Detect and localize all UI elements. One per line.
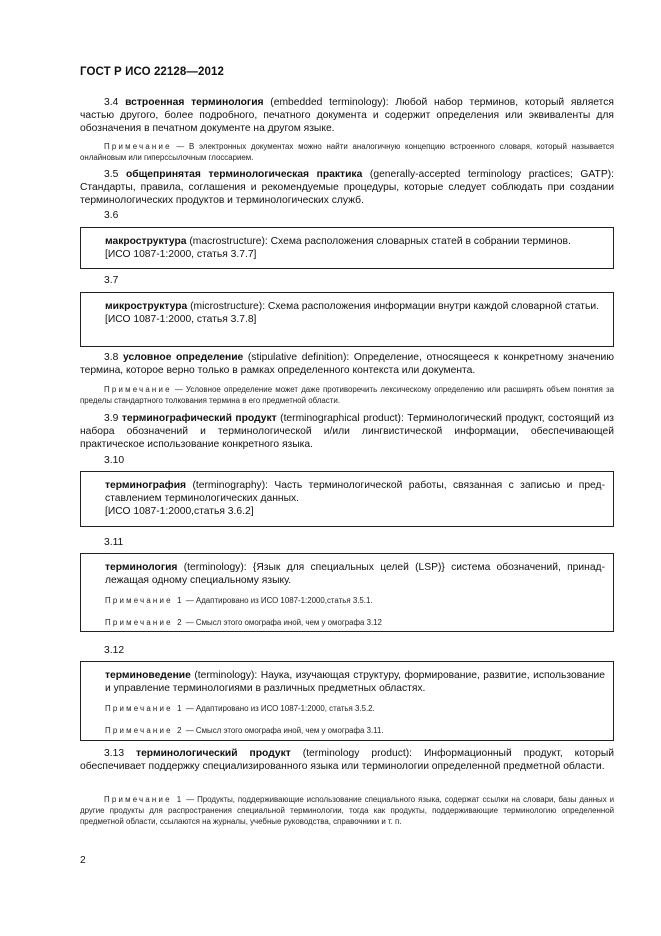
- note-label: Примечание 1: [104, 795, 184, 804]
- entry-term: терминология: [105, 562, 178, 573]
- entry-definition: (generally-accepted terminology practices; GATP): Стандарты, правила, соглашения и рекомендуемые процедуры, которые следует соблюдать при создании терминологических продуктов и терминологических служб.: [80, 169, 614, 206]
- entry-term: условное определение: [122, 352, 244, 363]
- entry-source: [ИСО 1087-1:2000, статья 3.7.8]: [105, 314, 257, 325]
- entry-source: [ИСО 1087-1:2000,статья 3.6.2]: [105, 506, 254, 517]
- note-label: Примечание 2: [105, 726, 184, 735]
- entry-number: 3.13: [104, 748, 125, 759]
- entry-definition: (terminology): {Язык для специальных целей (LSP)} система обозначений, принадлежащая одному специальному языку.: [105, 562, 605, 586]
- entry-number: 3.5: [104, 169, 119, 180]
- note-label: Примечание 1: [105, 596, 184, 605]
- note-text: — Адаптировано из ИСО 1087-1:2000, статья 3.5.2.: [183, 704, 375, 713]
- entry-term: терминографический продукт: [121, 413, 277, 424]
- entry-box-3-12: [80, 661, 614, 741]
- entry-number-3-7: 3.7: [104, 275, 119, 286]
- note-label: Примечание: [104, 142, 172, 151]
- entry-number-3-10: 3.10: [104, 455, 125, 466]
- entry-3-5: [80, 168, 614, 207]
- entry-number: 3.9: [104, 413, 119, 424]
- entry-box-3-7: [80, 292, 614, 347]
- page-number: 2: [80, 855, 86, 866]
- note-label: Примечание 2: [105, 618, 184, 627]
- entry-box-3-10: [80, 471, 614, 527]
- document-header: ГОСТ Р ИСО 22128—2012: [80, 66, 225, 78]
- entry-definition: (terminology product): Информационный продукт, который обеспечивает поддержку специализированного языка или терминологии определенной предметной области.: [80, 748, 614, 772]
- entry-3-13: [80, 747, 614, 773]
- entry-3-8: [80, 351, 614, 377]
- entry-number-3-12: 3.12: [104, 645, 125, 656]
- entry-definition: (terminology): Наука, изучающая структуру, формирование, развитие, использование и управление терминологиями в различных предметных областях.: [105, 670, 605, 694]
- entry-definition: (embedded terminology): Любой набор терминов, который является частью другого, более подробного, печатного документа и содержит определения или эквиваленты для обозначения в печатном документе на другом языке.: [80, 97, 614, 134]
- note-3-8: [80, 384, 614, 406]
- entry-note-1: [105, 703, 605, 714]
- note-text: — Продукты, поддерживающие использование специального языка, содержат ссылки на словари, базы данных и другие продукты для распространения специальной терминологии, тогда как продукты, поддерживающие терминологию определенной предметной области, ссылаются на журналы, учебные руководства, справочники и т. п.: [80, 795, 614, 826]
- entry-definition: (microstructure): Схема расположения информации внутри каждой словарной статьи.: [187, 301, 599, 312]
- entry-term: терминологический продукт: [136, 748, 291, 759]
- entry-note-2: [105, 725, 605, 736]
- entry-note-2: [105, 617, 605, 628]
- entry-source: [ИСО 1087-1:2000, статья 3.7.7]: [105, 249, 257, 260]
- entry-term: встроенная терминология: [125, 97, 264, 108]
- note-text: — Смысл этого омографа иной, чем у омографа 3.12: [183, 618, 382, 627]
- entry-number: 3.4: [104, 97, 119, 108]
- note-text: — Смысл этого омографа иной, чем у омографа 3.11.: [183, 726, 384, 735]
- entry-term: терминоведение: [105, 670, 191, 681]
- entry-term: микроструктура: [105, 301, 188, 312]
- entry-definition: (terminographical product): Терминологический продукт, состоящий из набора обозначений и терминологической и/или лингвистической информации, обеспечивающей практическое использование конкретного языка.: [80, 413, 614, 450]
- entry-definition: (stipulative definition): Определение, относящееся к конкретному значению термина, которое верно только в рамках определенного контекста или документа.: [80, 352, 614, 376]
- entry-number-3-6: 3.6: [104, 210, 119, 221]
- note-label: Примечание: [104, 385, 172, 394]
- entry-definition: (terminography): Часть терминологической работы, связанная с записью и представлением терминологических данных.: [105, 480, 605, 504]
- note-text: — Условное определение может даже противоречить лексическому определению или расширять объем понятия за пределы стандартного толкования термина в его предметной области.: [80, 385, 614, 405]
- entry-term: макроструктура: [105, 236, 187, 247]
- note-3-13: [80, 794, 614, 827]
- entry-note-1: [105, 595, 605, 606]
- entry-number-3-11: 3.11: [104, 537, 124, 548]
- entry-box-3-11: [80, 553, 614, 632]
- entry-term: общепринятая терминологическая практика: [125, 169, 363, 180]
- entry-3-4: [80, 96, 614, 135]
- note-label: Примечание 1: [105, 704, 184, 713]
- note-text: — Адаптировано из ИСО 1087-1:2000,статья 3.5.1.: [183, 596, 373, 605]
- entry-number: 3.8: [104, 352, 119, 363]
- note-text: — В электронных документах можно найти аналогичную концепцию встроенного словаря, который называется онлайновым или гиперссылочным глоссарием.: [80, 142, 614, 162]
- entry-box-3-6: [80, 227, 614, 269]
- note-3-4: [80, 141, 614, 163]
- entry-3-9: [80, 412, 614, 451]
- entry-definition: (macrostructure): Схема расположения словарных статей в собрании терминов.: [186, 236, 571, 247]
- entry-term: терминография: [105, 480, 187, 491]
